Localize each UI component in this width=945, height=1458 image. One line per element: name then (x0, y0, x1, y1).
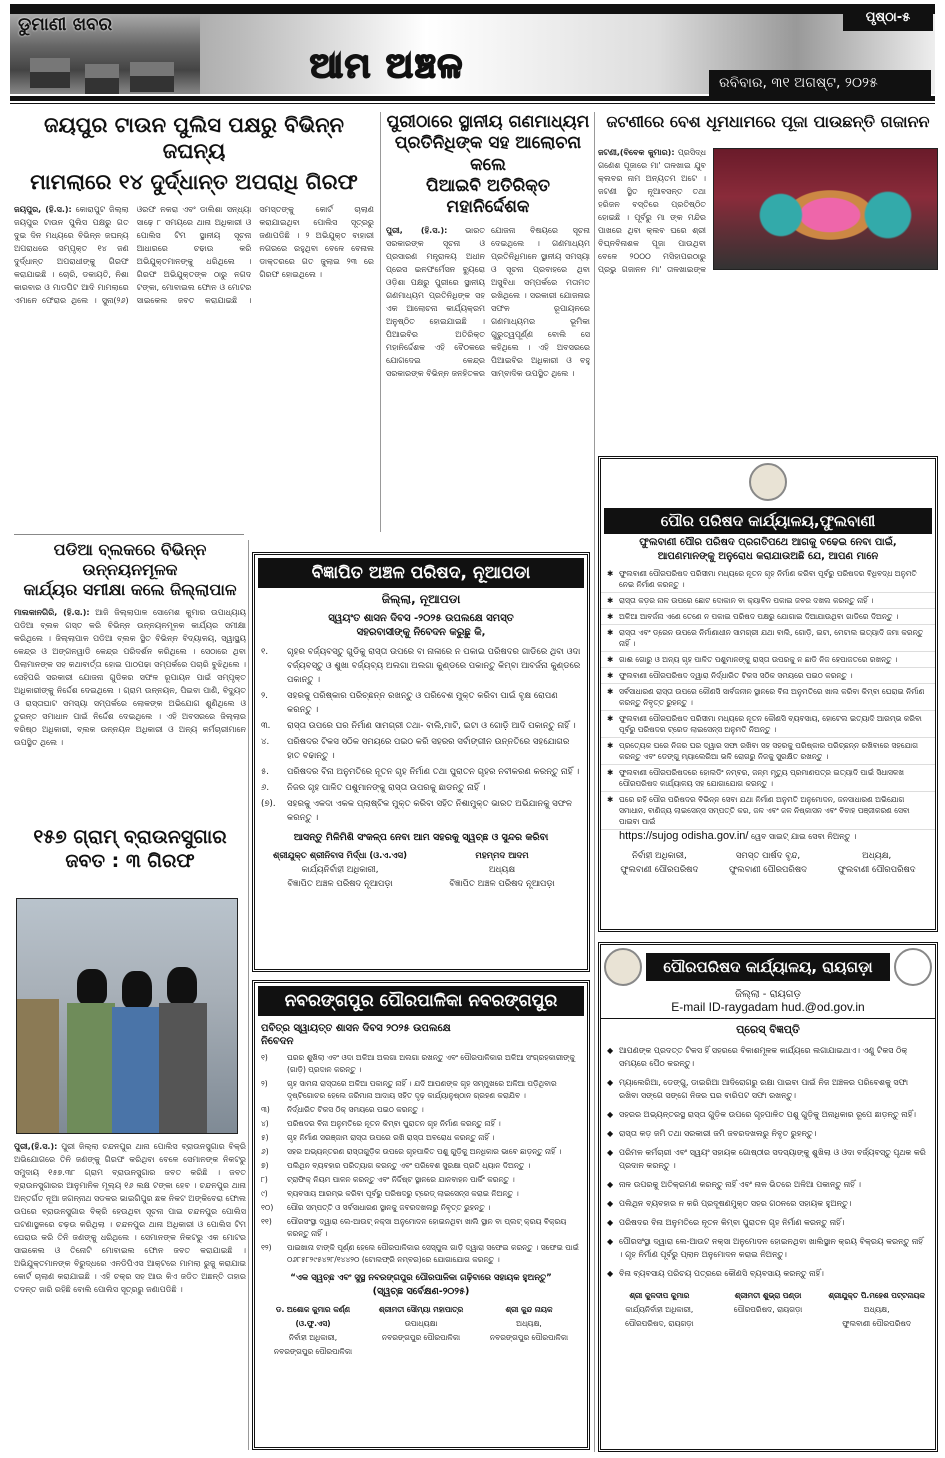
item-text: ଫୁଲବାଣୀ ପୌରପରିଷଦରେ ହୋଲଡିଂ ନମ୍ବର, ଜନ୍ମ ମୃତ୍ୟୁ ପ୍ରମାଣପତ୍ର ଇତ୍ୟାଦି ପାଇଁ ସିଧାସଳଖ ପୌରପରିଷଦ କାର୍ଯ୍ୟାଳୟ ସହ ଯୋଗାଯୋଗ କରନ୍ତୁ । (619, 768, 904, 788)
item-text: ଘରର ଶୁଖିଲା ଏବଂ ଓଦା ଅଳିଆ ଅଲଗା ଅଲଗା ରଖନ୍ତୁ ଏବଂ ପୌରପାଳିକାର ଅଳିଆ ସଂଗ୍ରହକାରୀଙ୍କୁ (ଗାଡ଼ି) ପ୍ରଦାନ କରନ୍ତୁ । (287, 1053, 575, 1074)
article-jaypur (14, 112, 374, 543)
list-item (601, 609, 935, 625)
item-text: ପାଇଖାନା ଟାଙ୍କି ପୂର୍ଣ୍ଣ ହେଲେ ପୌରପାଳିକାର ସେସ୍‌ପୁଲ ଗାଡ଼ି ଦ୍ୱାରା ସଫେଇ କରନ୍ତୁ । ସଫେଇ ପାଇଁ ୦୬୮୫୮୨୯୫୪୨୮/୧୪୪୨୦ (ଟୋଲଫ୍ରି ନମ୍ବର)ରେ ଯୋଗାଯୋଗ କରନ୍ତୁ । (287, 1243, 579, 1264)
signatory (475, 1303, 583, 1359)
column-divider (380, 112, 381, 532)
item-number: ୪. (261, 737, 270, 747)
diamond-bullet-icon: ◆ (607, 1199, 614, 1208)
ad-email: E-mail ID-raygadam hud.@od.gov.in (601, 1000, 935, 1019)
item-text: ପଲିଥିନ ବ୍ୟବହାର ନ କରି ପ୍ରଦୂଷଣମୁକ୍ତ ସହର ଗଠନରେ ସହାୟକ ହୁଅନ୍ତୁ। (619, 1199, 852, 1208)
headline-line: ଜବତ : ୩ ଗିରଫ (65, 849, 195, 872)
signatory-role: ସମସ୍ତ ପାର୍ଷଦ ବୃନ୍ଦ, (735, 851, 801, 861)
headline-line: ପଡିଆ ବ୍ଲକରେ ବିଭିନ୍ନ ଉନ୍ନୟନମୂଳକ (53, 540, 207, 579)
signatory-org: ଫୁଲବାଣୀ ପୌରପରିଷଦ (842, 1319, 912, 1328)
item-text: ରାସ୍ତା ଏବଂ ଡ୍ରେନ ଉପରେ ନିର୍ମାଣାଧୀନ ସାମଗ୍ରୀ ଯଥା ବାଲି, ଗୋଡ଼ି, ଇଟା, ମେଟାଲ ଇତ୍ୟାଦି ଜମା କରନ୍ତୁ ନାହିଁ । (619, 628, 924, 648)
item-text: ରାସ୍ତା କଡ଼ ଜମି ତଥା ସରକାରୀ ଜମି ଜବରଦଖଲରୁ ନିବୃତ ରୁହନ୍ତୁ। (619, 1129, 817, 1138)
headline-line: ପ୍ରତିନିଧିଙ୍କ ସହ ଆଲୋଚନା କଲେ (394, 133, 582, 175)
item-number: ୧୨) (261, 1243, 272, 1252)
signatory (259, 849, 421, 891)
ad-header (601, 945, 935, 989)
item-text: ପରିଷଦର ବିନା ଅନୁମତିରେ ନୂତନ କିମ୍ବା ପୁରାତନ ଗୃହ ନିର୍ମାଣ କରନ୍ତୁ ନାହିଁ । (287, 1119, 501, 1128)
signatory-name: ଶ୍ରୀ କୁନ୍ଦ ନାୟକ (505, 1305, 553, 1314)
item-text: ଟ୍ରାଫିକ୍ ନିୟମ ପାଳନ କରନ୍ତୁ ଏବଂ ନିର୍ଦ୍ଦିଷ୍ଟ ସ୍ଥାନରେ ଯାନବାହନ ପାର୍କିଂ କରନ୍ତୁ । (287, 1175, 515, 1184)
signatory-name: ଶ୍ରୀ କୁଳଦୀପ କୁମାର (629, 1291, 690, 1300)
website-suffix: ୱେବ ସାଇଟ୍ ଯାଇ ସେବା ନିଅନ୍ତୁ । (750, 832, 857, 841)
headline-line: କାର୍ଯ୍ୟର ସମୀକ୍ଷା କଲେ ଜିଲ୍ଲାପାଳ (23, 580, 237, 599)
section-divider (14, 534, 244, 535)
arrested-persons-photo (16, 898, 238, 1134)
list-item (601, 1143, 935, 1175)
item-text: ପୌରସଂସ୍ଥା ଦ୍ୱାରା ଲେ-ଆଉଟ ନକ୍ସା ଅନୁମୋଦନ ହୋଇନଥିବା ଖାଲିସ୍ଥାନ କ୍ରୟ ବିକ୍ରୟ କରନ୍ତୁ ନାହିଁ । ଗୃହ ନିର୍ମାଣ ପୂର୍ବରୁ ପ୍ଲାନ ଅନୁମୋଦନ କରାଇ ନିଅନ୍ତୁ। (619, 1237, 923, 1259)
signatory (822, 849, 931, 877)
diamond-bullet-icon: ◆ (607, 1148, 614, 1157)
section-title: ଆମ ଅଞ୍ଚଳ (310, 46, 465, 86)
list-item (255, 718, 587, 734)
article-body (386, 224, 590, 564)
item-text: ଗୃହ ସାମନା ରାସ୍ତାରେ ଅଳିଆ ପକାନ୍ତୁ ନାହିଁ । ଯଦି ଆପଣଙ୍କ ଗୃହ ସମ୍ମୁଖରେ ଅଳିଆ ପଡ଼ିଥିବାର ଦୃଷ୍ଟିଗୋଚର ହେଲେ ଜରିମାନା ଆଦାୟ ସହିତ ଦୃଢ଼ କାର୍ଯ୍ୟାନୁଷ୍ଠାନ ଗ୍ରହଣ କରାଯିବ । (287, 1079, 557, 1100)
list-item (255, 1187, 587, 1201)
ad-title: ପୌରପରିଷଦ କାର୍ଯ୍ୟାଳୟ, ରାୟଗଡ଼ା (646, 953, 890, 981)
item-text: ଗୃହ ନିର୍ମାଣ ସରଞ୍ଜାମ ରାସ୍ତା ଉପରେ ରଖି ରାସ୍ତା ଅବରୋଧ କରନ୍ତୁ ନାହିଁ । (287, 1133, 495, 1142)
item-number: ୬. (261, 783, 270, 793)
signatory-name: ଶ୍ରୀଯୁକ୍ତ ପି.ମହେଶ ପଟ୍ଟନାୟକ (828, 1291, 925, 1300)
list-item (255, 1077, 587, 1103)
ad-title: ପୌର ପରିଷଦ କାର୍ଯ୍ୟାଳୟ,ଫୁଲବାଣୀ (604, 508, 932, 534)
hooded-person (122, 971, 152, 1009)
headline-line: ପିଆଇବି ଅତିରିକ୍ତ ମହାନିର୍ଦ୍ଦେଶକ (426, 175, 550, 217)
signatory-role: କାର୍ଯ୍ୟନିର୍ବାହୀ ଅଧିକାରୀ, (625, 1305, 694, 1314)
item-text: ବ୍ୟବସାୟ ଆରମ୍ଭ କରିବା ପୂର୍ବରୁ ପରିଷଦରୁ ଟ୍ରେଡ୍ ଲାଇସେନ୍ସ କରାଇ ନିଅନ୍ତୁ । (287, 1189, 519, 1198)
ad-title: ନବରଙ୍ଗପୁର ପୌରପାଳିକା ନବରଙ୍ଗପୁର (258, 986, 584, 1016)
issue-date: ରବିବାର, ୩୧ ଅଗଷ୍ଟ, ୨୦୨୫ (709, 70, 931, 96)
headline-line: ଜୟପୁର ଟାଉନ ପୁଲିସ ପକ୍ଷରୁ ବିଭିନ୍ନ ଜଘନ୍ୟ (43, 113, 345, 164)
signatory (605, 849, 714, 877)
article-body (14, 1140, 246, 1450)
dateline: ଜୟପୁର, (ହି.ସ.): (14, 204, 72, 214)
article-text: ଭାରତ ସରକାରଙ୍କ ସୂଚନା ଓ ପ୍ରସାରଣ ମନ୍ତ୍ରାଳୟ ଅଧୀନ ପ୍ରେସ ଇନଫର୍ମେସନ ବ୍ୟୁରୋ ଓଡ଼ିଶା ପକ୍ଷରୁ ପୁରୀରେ ସ୍ଥାନୀୟ ଗଣମାଧ୍ୟମ ପ୍ରତିନିଧିଙ୍କ ସହ ଏକ ଆଲୋଚନା କାର୍ଯ୍ୟକ୍ରମ ଅନୁଷ୍ଠିତ ହୋଇଯାଇଛି । ପିଆଇବିର ଅତିରିକ୍ତ ମହାନିର୍ଦ୍ଦେଶକ ଏହି ବୈଠକରେ ଯୋଗଦେଇ କେନ୍ଦ୍ର ସରକାରଙ୍କ ବିଭିନ୍ନ ଜନହିତକର ଯୋଜନା ବିଷୟରେ ସୂଚନା ଦେଇଥିଲେ । ଗଣମାଧ୍ୟମ ପ୍ରତିନିଧିମାନେ ସ୍ଥାନୀୟ ସମସ୍ୟା ଓ ସୂଚନା ପ୍ରବାହରେ ଥିବା ଅସୁବିଧା ସମ୍ପର୍କରେ ମତାମତ ରଖିଥିଲେ । ସରକାରୀ ଯୋଜନାର ସଫଳ ରୂପାୟନରେ ଗଣମାଧ୍ୟମର ଭୂମିକା ଗୁରୁତ୍ୱପୂର୍ଣ୍ଣ ବୋଲି ସେ କହିଥିଲେ । ଏହି ଅବସରରେ ପିଆଇବିର ଅଧିକାରୀ ଓ ବହୁ ସାମ୍ବାଦିକ ଉପସ୍ଥିତ ଥିଲେ । (386, 226, 590, 379)
item-number: ୧) (261, 1053, 268, 1062)
list-item (255, 764, 587, 780)
item-number: ୫. (261, 767, 270, 777)
signatory-org: ବିଜ୍ଞାପିତ ଅଞ୍ଚଳ ପରିଷଦ ନୂଆପଡ଼ା (287, 879, 393, 889)
diamond-bullet-icon: ◆ (607, 1218, 614, 1227)
article-brownsugar (14, 826, 246, 874)
asterisk-bullet-icon: ✱ (607, 714, 614, 723)
list-item (601, 1213, 935, 1232)
ad-district: ଜିଲ୍ଲା - ରାୟଗଡ଼ (735, 989, 801, 1000)
list-item (601, 738, 935, 765)
asterisk-bullet-icon: ✱ (607, 768, 614, 777)
masthead-rule (10, 96, 935, 101)
list-item (601, 1232, 935, 1264)
hut-shape (30, 58, 70, 88)
signatory-role: ଅଧ୍ୟକ୍ଷ, (516, 1319, 542, 1328)
list-item (601, 625, 935, 652)
signatory-name: ମହମ୍ମଦ ଆଦମ (475, 851, 529, 861)
police-officer (17, 999, 59, 1134)
signatory-name: ଶ୍ରୀଯୁକ୍ତ ଶ୍ରୀନିବାସ ମିର୍ଦ୍ଧା (ଓ.ଏ.ଏସ) (273, 851, 407, 861)
item-number: ୨. (261, 691, 268, 701)
headline-line: ୧୫୭ ଗ୍ରାମ୍ ବ୍ରାଉନସୁଗାର (33, 826, 227, 848)
article-text: ଆଜି ଜିଲ୍ଲାପାଳ ସୋମେଶ କୁମାର ଉପାଧ୍ୟାୟ ପଡିଆ ବ୍ଲକ ଗସ୍ତ କରି ବିଭିନ୍ନ ଉନ୍ନୟନମୂଳକ କାର୍ଯ୍ୟର ସମୀକ୍ଷା କରିଥିଲେ । ଜିଲ୍ଲାପାଳ ପଡିଆ ବ୍ଲକ ସ୍ଥିତ ବିଭିନ୍ନ ବିଦ୍ୟାଳୟ, ସ୍ୱାସ୍ଥ୍ୟ କେନ୍ଦ୍ର ଓ ଅଙ୍ଗନୱାଡି କେନ୍ଦ୍ର ପରିଦର୍ଶନ କରିଥିଲେ । ସେଠାରେ ଥିବା ପିଲାମାନଙ୍କ ସହ କଥାବାର୍ତ୍ତା ହୋଇ ପାଠପଢା ସମ୍ପର୍କରେ ପଚାରି ବୁଝିଥିଲେ । ସେହିପରି ସରକାରୀ ଯୋଜନା ଗୁଡିକର ସଫଳ ରୂପାୟନ ପାଇଁ ସମ୍ପୃକ୍ତ ଅଧିକାରୀଙ୍କୁ ନିର୍ଦ୍ଦେଶ ଦେଇଥିଲେ । ଗ୍ରାମ ଉନ୍ନୟନ, ପିଇବା ପାଣି, ବିଦ୍ୟୁତ ଓ ରାସ୍ତାଘାଟ ସମସ୍ୟା ସମ୍ପର୍କରେ ଲୋକଙ୍କ ଅଭିଯୋଗ ଶୁଣିଥିଲେ ଓ ତୁରନ୍ତ ସମାଧାନ ପାଇଁ ନିର୍ଦ୍ଦେଶ ଦେଇଥିଲେ । ଏହି ଅବସରରେ ଜିଲ୍ଲାର ବରିଷ୍ଠ ଅଧିକାରୀ, ବ୍ଲକ ଉନ୍ନୟନ ଅଧିକାରୀ ଓ ଅନ୍ୟ କର୍ମଚାରୀମାନେ ଉପସ୍ଥିତ ଥିଲେ । (14, 608, 246, 747)
ad-logo (601, 463, 935, 505)
masthead (0, 0, 945, 104)
signatory (605, 1289, 714, 1331)
ad-subtitle: ପ୍ରେସ୍ ବିଜ୍ଞପ୍ତି (736, 1023, 800, 1036)
list-item (601, 1105, 935, 1124)
column-divider (594, 112, 595, 1452)
signatory (714, 849, 823, 877)
signatory (259, 1303, 367, 1359)
signatory-name: ଡ. ଅଶୋକ କୁମାର କର୍ଣ୍ଣ (ଓ.ଫୁ.ଏସ) (275, 1305, 351, 1328)
odisha-emblem-icon (894, 948, 932, 986)
item-text: ସହରକୁ ପରିଷ୍କାର ପରିଚ୍ଛନ୍ନ ରଖନ୍ତୁ ଓ ପରିବେଶ ମୁକ୍ତ କରିବା ପାଇଁ ବୃକ୍ଷ ରୋପଣ କରନ୍ତୁ । (287, 691, 558, 715)
list-item (255, 1173, 587, 1187)
list-item (601, 684, 935, 711)
signatory-name: ଶ୍ରୀମତୀ ଶୁଭ୍ରା ପଣ୍ଡା (734, 1291, 802, 1300)
asterisk-bullet-icon: ✱ (607, 687, 614, 696)
list-item (255, 1131, 587, 1145)
dateline: ପୁରୀ, (ହି.ସ.): (386, 226, 448, 236)
item-text: ରାସ୍ତା ଉପରେ ଘର ନିର୍ମାଣ ସାମଗ୍ରୀ ତଥା- ବାଲି,ମାଟି, ଇଟା ଓ ଗୋଡ଼ି ଆଦି ପକାନ୍ତୁ ନାହିଁ । (287, 721, 576, 731)
signatory-role: ଅଧ୍ୟକ୍ଷ, (862, 851, 892, 861)
item-number: ୨) (261, 1079, 268, 1088)
item-text: ଗୃହର ବର୍ଜ୍ୟବସ୍ତୁ ଗୁଡିକୁ ରାସ୍ତା ଉପରେ ବା ନାଳାରେ ନ ପକାଇ ପରିଷଦର ଗାଡିରେ ଥିବା ଓଦା ବର୍ଜ୍ୟବସ୍ତୁ ଓ ଶୁଖା ବର୍ଜ୍ୟବ୍ୟ ଅଲଗା ଅଲଗା କୁଣ୍ଡରେ ପକାନ୍ତୁ କିମ୍ବା ଆବର୍ଜନା କୁଣ୍ଡରେ ପକାନ୍ତୁ । (287, 647, 581, 685)
diamond-bullet-icon: ◆ (607, 1237, 614, 1246)
item-text: ଅଳିଆ ଆବର୍ଜନା ଏଣେ ତେଣେ ନ ପକାଇ ପରିଷଦ ପକ୍ଷରୁ ଯୋଗାଇ ଦିଆଯାଉଥିବା ଗାଡିରେ ଦିଅନ୍ତୁ । (619, 612, 899, 621)
ad-slogan-sub: (ସ୍ୱଚ୍ଛ ସର୍ବେକ୍ଷଣ-୨୦୨୫) (372, 1286, 470, 1297)
item-text: ପରିଷଦର ବିନା ଅନୁମତିରେ ନୂତନ କିମ୍ବା ପୁରାତନ ଗୃହ ନିର୍ମାଣ କରନ୍ତୁ ନାହିଁ। (619, 1218, 845, 1227)
ad-instruction-list (255, 644, 587, 826)
list-item (601, 1073, 935, 1105)
list-item (601, 792, 935, 830)
page-number: ପୃଷ୍ଠା-୫ (843, 5, 933, 31)
asterisk-bullet-icon: ✱ (607, 628, 614, 637)
signatory-role: ନିର୍ବାହୀ ଅଧିକାରୀ, (288, 1333, 338, 1342)
signatory-role: ଅଧ୍ୟକ୍ଷ, (863, 1305, 890, 1314)
item-text: ପରିଷଦର ଟିକସ ସଠିକ ସମୟରେ ପଇଠ କରି ସହରର ସର୍ବାଙ୍ଗୀନ ଉନ୍ନତିରେ ସହଯୋଗର ହାତ ବଢାନ୍ତୁ । (287, 737, 570, 761)
diamond-bullet-icon: ◆ (607, 1046, 614, 1055)
asterisk-bullet-icon: ✱ (607, 795, 614, 804)
item-text: ପ୍ରତ୍ୟେକ ଘରେ ନିଜର ଘର ଦ୍ୱାର ସଫା ରଖିବା ସହ ସହରକୁ ପରିଷ୍କାର ପରିଚ୍ଛନ୍ନ ରଖିବାରେ ସହଯୋଗ କରନ୍ତୁ ଏବଂ ଡେଙ୍ଗୁ ମ୍ୟାଲେରିଆ ଭଳି ରୋଗରୁ ନିଜକୁ ସୁରକ୍ଷିତ ରଖନ୍ତୁ । (619, 741, 919, 761)
signatory-role: ଉପାଧ୍ୟକ୍ଷା (404, 1319, 438, 1328)
ad-slogan: ଆସନ୍ତୁ ମିଳିମିଶି ସଂକଳ୍ପ ନେବା ଆମ ସହରକୁ ସ୍ୱଚ୍ଛ ଓ ସୁନ୍ଦର କରିବା (293, 832, 549, 843)
hooded-person-body (67, 1003, 115, 1134)
hooded-person (167, 967, 197, 1005)
item-number: ୫) (261, 1133, 269, 1142)
signatory (714, 1289, 823, 1331)
ad-rayagada-municipality (598, 942, 938, 1452)
list-item (601, 566, 935, 593)
signatory (367, 1303, 475, 1359)
list-item (255, 796, 587, 826)
item-text: ଗାଈ ଗୋରୁ ଓ ଅନ୍ୟ ଗୃହ ପାଳିତ ପଶୁମାନଙ୍କୁ ରାସ୍ତା ଉପରକୁ ନ ଛାଡି ନିଜ ହେପାଜତରେ ରଖନ୍ତୁ । (619, 655, 898, 664)
item-number: ୧୧) (261, 1217, 272, 1226)
signatory-org: ନବରଙ୍ଗପୁର ପୌରପାଳିକା (381, 1333, 461, 1342)
hooded-person-body (159, 1003, 207, 1134)
item-text: ଘରେ ରହି ପୌର ପରିଷଦର ବିଭିନ୍ନ ସେବା ଯଥା ନିର୍ମାଣ ଅନୁମତି ଅନୁମୋଦନ, ଜନସାଧାରଣ ଅଭିଯୋଗ ସମାଧାନ, ବାଣିଜ୍ୟ ଲାଇସେନ୍ସ ସମ୍ପତ୍ତି କର, ଜଳ ଏବଂ ଜଳ ନିଷ୍କାସନ ଏବଂ ବିବାହ ପଞ୍ଜୀକରଣ ସେବା ପାଇବା ପାଇଁ (619, 795, 910, 826)
asterisk-bullet-icon: ✱ (607, 655, 614, 664)
column-divider (248, 540, 249, 1450)
list-item (601, 668, 935, 684)
ad-intro: ଆପଣମାନଙ୍କୁ ଅନୁରୋଧ କରାଯାଉଅଛି ଯେ, ଆପଣ ମାନେ (657, 551, 879, 562)
ad-signatories (601, 1283, 935, 1337)
list-item (601, 1264, 935, 1283)
signatory-name: ଶ୍ରୀମତୀ ସୌମ୍ୟା ମହାପାତ୍ର (378, 1305, 464, 1314)
item-number: ୯) (261, 1189, 268, 1198)
signatory-org: ଫୁଲବାଣୀ ପୌରପରିଷଦ (837, 865, 916, 875)
article-padia-block (14, 540, 246, 832)
ad-slogan: “ଏକ ସ୍ୱଚ୍ଛ ଏବଂ ସୁସ୍ଥ ନବରଙ୍ଗପୁର ପୌରପାଳିକା ଗଢ଼ିବାରେ ସହାୟକ ହୁଅନ୍ତୁ” (290, 1273, 552, 1283)
item-text: ନିଜର ଗୃହ ପାଳିତ ପଶୁମାନଙ୍କୁ ରାସ୍ତା ଉପରକୁ ଛାଡନ୍ତୁ ନାହିଁ । (287, 783, 486, 793)
hut-shape (85, 64, 119, 94)
article-text: ପ୍ରସିଦ୍ଧ ଗଣେଶ ପୂଜାରେ ମା' ତାଳଖାଇ ଯୁବ କ୍ଲବର ନାମ ଅନ୍ୟତମ ଅଟେ । ଜଟଣୀ ସ୍ଥିତ ନୂଆବସନ୍ତ ତଥା ହରିଜନ ବସ୍ତିରେ ପ୍ରତିଷ୍ଠିତ ହୋଇଛି । ପୂର୍ବରୁ ମା ଙ୍କ ମନ୍ଦିର ପାଖରେ ଥିବା କ୍ଲବ ଘରେ ଶ୍ରୀ ବିଘ୍ନବିନାଶକ ପୂଜା ପାଉଥିବା ବେଳେ ୨୦୦୦ ମସିହାପରଠାରୁ ପ୍ରଭୁ ଗଜାନନ ମା' ତାଳଖାଇଙ୍କ (598, 148, 706, 274)
rayagada-logo-icon (604, 948, 642, 986)
article-text: କୋରାପୁଟ ଜିଲ୍ଲା ଜୟପୁର ଟାଉନ ପୁଲିସ ପକ୍ଷରୁ ଗତ ଦୁଇ ଦିନ ମଧ୍ୟରେ ବିଭିନ୍ନ ଜଘନ୍ୟ ଅପରାଧରେ ସମ୍ପୃକ୍ତ ୧୪ ଜଣ ଦୁର୍ଦ୍ଧାନ୍ତ ଅପରାଧୀଙ୍କୁ ଗିରଫ କରାଯାଇଛି । ଚୋରି, ଡକାୟତି, ନିଶା କାରବାର ଓ ମାଡପିଟ ଆଦି ମାମଲାରେ ଏମାନେ ଫେରାର ଥିଲେ । ସୁନା(୨୬) ଓରଫ ନକରା ଏବଂ ଡାଲିଶା ସନ୍ଧ୍ୟା ସାଢ଼େ ୮ ସମୟରେ ଥାନା ଅଧିକାରୀ ଓ ପୋଲିସ ଟିମ ସ୍ଥାନୀୟ ସୂଚନା ଆଧାରରେ ଚଢାଉ କରି ଅଭିଯୁକ୍ତମାନଙ୍କୁ ଧରିଥିଲେ । ଗିରଫ ଅଭିଯୁକ୍ତଙ୍କ ଠାରୁ ନଗଦ ଟଙ୍କା, ମୋବାଇଲ ଫୋନ ଓ ମୋଟର ସାଇକେଲ ଜବତ କରାଯାଇଛି । ସମସ୍ତଙ୍କୁ କୋର୍ଟ ଚାଲାଣ କରାଯାଇଥିବା ପୋଲିସ ସୂତ୍ରରୁ ଜଣାପଡିଛି । ୨ ଅଭିଯୁକ୍ତ ବାହାରୀ ନଗରରେ ରହୁଥିବା ବେଳେ ବେନାଲ ଡାକ୍ତରରେ ଗତ ଜୁଲାଇ ୨୩ ରେ ଗିରଫ ହୋଇଥିଲେ । (14, 204, 374, 305)
hooded-person-body (112, 1007, 162, 1134)
list-item (601, 711, 935, 738)
item-text: ପୌର ସମ୍ପତ୍ତି ଓ ସର୍ବସାଧାରଣ ସ୍ଥାନକୁ ଜବରଦଖଲରୁ ନିବୃତ୍ତ ରୁହନ୍ତୁ । (287, 1203, 491, 1212)
item-number: ୬) (261, 1147, 269, 1156)
ad-subintro: ନିବେଦନ (261, 1036, 294, 1047)
ad-signatories (255, 843, 587, 897)
masthead-rule-thin (10, 103, 935, 104)
item-text: ଫୁଲବାଣୀ ପୌରପରିଷଦ ପରିସୀମା ମଧ୍ୟରେ ନୂତନ କୌଣସି ବ୍ୟବସାୟ, ହୋଟେଲ ଇତ୍ୟାଦି ଆରମ୍ଭ କରିବା ପୂର୍ବରୁ ପରିଷଦର ଟ୍ରେଡ ଲାଇସେନ୍ସ ଅନୁମତି ନିଅନ୍ତୁ । (619, 714, 922, 734)
ad-instruction-list (601, 566, 935, 830)
ad-instruction-list (601, 1041, 935, 1283)
signatory (822, 1289, 931, 1331)
article-body (14, 606, 246, 832)
ad-intro: ସହରବାସୀଙ୍କୁ ନିବେଦନ କରୁଛୁ କି, (356, 627, 486, 638)
item-text: ରାସ୍ତା କଡ଼ର ନାଳ ଉପରେ ଛୋଟ ଦୋକାନ ବା କ୍ୟାବିନ ପକାଇ ଜବର ଦଖଲ କରନ୍ତୁ ନାହିଁ । (619, 596, 874, 605)
signatory-org: ନବରଙ୍ଗପୁର ପୌରପାଳିକା (273, 1347, 353, 1356)
list-item (255, 780, 587, 796)
signatory-role: ଅଧ୍ୟକ୍ଷ (488, 865, 516, 875)
phulbani-seal-icon (749, 463, 787, 501)
article-body-beside-photo (598, 146, 706, 274)
ad-intro: ଫୁଲବାଣୀ ପୌର ପରିଷଦ ପ୍ରଗତିପଥେ ଆଗକୁ ବଢେଇ ନେବା ପାଇଁ, (639, 537, 897, 548)
headline: ଜଟଣୀରେ ବେଶ ଧୂମଧାମରେ ପୂଜା ପାଉଛନ୍ତି ଗଜାନନ (606, 112, 930, 131)
newspaper-name: ଡୁମାଣୀ ଖବର (18, 14, 113, 35)
signatory-org: ଫୁଲବାଣୀ ପୌରପରିଷଦ (729, 865, 807, 875)
item-number: ୩) (261, 1105, 270, 1114)
diamond-bullet-icon: ◆ (607, 1078, 614, 1087)
website-link[interactable]: https://sujog odisha.gov.in/ (619, 830, 749, 842)
list-item (255, 1103, 587, 1117)
item-text: ସହରକୁ ଏକଦା ଏକକ ପ୍ଲାଷ୍ଟିକ ମୁକ୍ତ କରିବା ସହିତ ନିଶାମୁକ୍ତ ଭାରତ ଅଭିଯାନକୁ ସଫଳ କରନ୍ତୁ । (287, 799, 573, 823)
article-text: ପୁରୀ ଜିଲ୍ଲା ଚନ୍ଦନପୁର ଥାନା ପୋଲିସ ବ୍ରାଉନସୁଗାର ବିକ୍ରି ଅଭିଯୋଗରେ ତିନି ଜଣଙ୍କୁ ଗିରଫ କରିଥିବା ବେଳେ ସେମାନଙ୍କ ନିକଟରୁ ସମୁଦାୟ ୧୫୭.୩୮ ଗ୍ରାମ ବ୍ରାଉନସୁଗାର ଜବତ କରିଛି । ଜବତ ବ୍ରାଉନସୁଗାରର ଆନୁମାନିକ ମୂଲ୍ୟ ୧୬ ଲକ୍ଷ ଟଙ୍କା ହେବ । ଚନ୍ଦନପୁର ଥାନା ଅନ୍ତର୍ଗତ ନୂଆ ଜଗନ୍ନାଥ ସଡକର ଭାଇଗିପୁର ଛକ ନିକଟ ଅଙ୍କିବେରା ଫୋଲ ଉପରେ ବ୍ରାଉନସୁଗାର ବିକ୍ରି ହେଉଥିବା ସୂଚନା ପାଇ ଚନ୍ଦନପୁର ପୋଲିସ ଘଟଣାସ୍ଥଳରେ ଚଢ଼ଉ କରିଥିଲା । ଚନ୍ଦନପୁର ଥାନା ଅଧିକାରୀ ଓ ପୋଲିସ ଟିମ ଘେରାଉ କରି ତିନି ଜଣଙ୍କୁ ଧରିଥିଲେ । ସେମାନଙ୍କ ନିକଟରୁ ଏକ ମୋଟର ସାଇକେଲ ଓ ତିନୋଟି ମୋବାଇଲ ଫୋନ ଜବତ କରାଯାଇଛି । ଅଭିଯୁକ୍ତମାନଙ୍କ ବିରୁଦ୍ଧରେ ଏନଡିପିଏସ ଆକ୍ଟରେ ମାମଲା ରୁଜୁ କରାଯାଇ କୋର୍ଟ ଚାଲାଣ କରାଯାଇଛି । ଏହି ଚକ୍ର ସହ ଆଉ କିଏ ଜଡିତ ଅଛନ୍ତି ତାହାର ତଦନ୍ତ ଜାରି ରହିଛି ବୋଲି ପୋଲିସ ସୂତ୍ରରୁ ଜଣାପଡିଛି । (14, 1142, 246, 1294)
item-text: ସହର ଅଭ୍ୟନ୍ତରଣ ରାସ୍ତାଗୁଡ଼ିକ ଉପରେ ଗୃହପାଳିତ ପଶୁ ଗୁଡ଼ିକୁ ଅନଧିକାର ଭାବେ ଛାଡ଼ନ୍ତୁ ନାହିଁ । (287, 1147, 562, 1156)
diamond-bullet-icon: ◆ (607, 1269, 614, 1278)
item-text: ପରିମଳ କର୍ମଚାରୀ ଏବଂ ସ୍ୱୟଂ ସହାୟକ ଗୋଷ୍ଠୀର ସଦସ୍ୟାଙ୍କୁ ଶୁଖିଲା ଓ ଓଦା ବର୍ଜ୍ୟବସ୍ତୁ ପୃଥକ କରି ପ୍ରଦାନ କରନ୍ତୁ । (619, 1148, 926, 1170)
dateline: ମାଲକାନଗିରି, (ହି.ସ.): (14, 608, 90, 617)
ad-district: ଜିଲ୍ଲା, ନୂଆପଡା (381, 592, 461, 606)
hut-shape (130, 62, 174, 92)
list-item (255, 1051, 587, 1077)
list-item (601, 765, 935, 792)
list-item (601, 1124, 935, 1143)
item-text: ପରିଷଦର ବିନା ଅନୁମତିରେ ନୂତନ ଗୃହ ନିର୍ମାଣ ତଥା ପୁରାତନ ଗୃହର ନବୀକରଣ କରନ୍ତୁ ନାହିଁ । (287, 767, 580, 777)
list-item (255, 1201, 587, 1215)
ad-intro: ପବିତ୍ର ସ୍ୱାୟତ୍ତ ଶାସନ ଦିବସ ୨୦୨୫ ଉପଲକ୍ଷେ (261, 1023, 451, 1034)
dateline: ଜଟଣୀ,(ବିବେକ କୁମାର): (598, 148, 675, 157)
list-item (601, 1194, 935, 1213)
item-number: ୧. (261, 647, 269, 657)
article-ganesh-puja (598, 112, 938, 452)
signatory-role: ପୌରପରିଷଦ, ରାୟଗଡ଼ା (733, 1305, 803, 1314)
article-body (14, 203, 374, 543)
ad-signatories (255, 1297, 587, 1365)
ad-phulbani-municipality (598, 456, 938, 932)
list-item (601, 1175, 935, 1194)
ad-title: ବିଜ୍ଞାପିତ ଅଞ୍ଚଳ ପରିଷଦ, ନୂଆପଡା (258, 558, 584, 588)
signatory-org: ଫୁଲବାଣୀ ପୌରପରିଷଦ (620, 865, 699, 875)
item-text: ସହରର ଅଭ୍ୟନ୍ତରସ୍ଥ ରାସ୍ତା ଗୁଡ଼ିକ ଉପରେ ଗୃହପାଳିତ ପଶୁ ଗୁଡ଼ିକୁ ଅନାଧିକାର ରୂପେ ଛାଡ଼ନ୍ତୁ ନାହିଁ। (619, 1110, 916, 1119)
diamond-bullet-icon: ◆ (607, 1129, 614, 1138)
headline-line: ପୁରୀଠାରେ ସ୍ଥାନୀୟ ଗଣମାଧ୍ୟମ (386, 112, 590, 132)
item-number: ୭) (261, 1161, 269, 1170)
signatory-role: ନିର୍ବାହୀ ଅଧିକାରୀ, (631, 851, 687, 861)
hooded-person (77, 969, 107, 1005)
asterisk-bullet-icon: ✱ (607, 569, 614, 578)
item-number: (୭). (261, 799, 276, 809)
list-item (255, 734, 587, 764)
signatory-org: ନବରଙ୍ଗପୁର ପୌରପାଳିକା (489, 1333, 569, 1342)
item-text: ଫୁଲବାଣୀ ପୌରପରିଷଦ ଦ୍ୱାରା ନିର୍ଦ୍ଧାରିତ ଟିକସ ସଠିକ ସମୟରେ ପଇଠ କରନ୍ତୁ । (619, 671, 853, 680)
list-item (601, 593, 935, 609)
signatory-role: କାର୍ଯ୍ୟନିର୍ବାହୀ ଅଧିକାରୀ, (301, 865, 379, 875)
item-number: ୮) (261, 1175, 268, 1184)
diamond-bullet-icon: ◆ (607, 1110, 614, 1119)
item-number: ୩. (261, 721, 271, 731)
item-number: ୪) (261, 1119, 269, 1128)
list-item (255, 1159, 587, 1173)
list-item (255, 1215, 587, 1241)
item-number: ୧୦) (261, 1203, 274, 1212)
item-text: ନାଳ ଉପରକୁ ଅତିକ୍ରମଣ କରନ୍ତୁ ନାହିଁ ଏବଂ ନାଳ ଭିତରେ ଅଳିଆ ପକାନ୍ତୁ ନାହିଁ । (619, 1180, 861, 1189)
list-item (255, 644, 587, 688)
list-item (255, 688, 587, 718)
list-item (601, 1041, 935, 1073)
list-item (255, 1145, 587, 1159)
item-text: ପୌରସଂସ୍ଥା ଦ୍ୱାରା ଲେ-ଆଉଟ୍ ନକ୍ସା ଅନୁମୋଦନ ହୋଇନଥିବା ଖାଲି ସ୍ଥାନ ବା ପ୍ଲଟ୍ କ୍ରୟ ବିକ୍ରୟ କରନ୍ତୁ ନାହିଁ । (287, 1217, 567, 1238)
ad-nuapada-nac (252, 552, 590, 972)
list-item (255, 1117, 587, 1131)
diamond-bullet-icon: ◆ (607, 1180, 614, 1189)
asterisk-bullet-icon: ✱ (607, 671, 614, 680)
item-text: ବିନା ବ୍ୟବସାୟ ପରିଚୟ ପତ୍ରରେ କୌଣସି ବ୍ୟବସାୟ କରନ୍ତୁ ନାହିଁ। (619, 1269, 824, 1278)
item-text: ନିର୍ଦ୍ଧାରିତ ଟିକସ ଠିକ୍ ସମୟରେ ପଇଠ କରନ୍ତୁ । (287, 1105, 424, 1114)
ad-website-line (601, 830, 935, 843)
article-puri-media (386, 112, 590, 564)
asterisk-bullet-icon: ✱ (607, 612, 614, 621)
asterisk-bullet-icon: ✱ (607, 741, 614, 750)
ganesh-idol-photo (713, 148, 938, 270)
dateline: ପୁରୀ,(ହି.ସ.): (14, 1142, 58, 1151)
item-text: ପଲିଥିନ ବ୍ୟବହାର ପରିତ୍ୟାଗ କରନ୍ତୁ ଏବଂ ପରିବେଶ ସୁରକ୍ଷା ପ୍ରତି ଧ୍ୟାନ ଦିଅନ୍ତୁ । (287, 1161, 531, 1170)
headline-line: ମାମଲାରେ ୧୪ ଦୁର୍ଦ୍ଧାନ୍ତ ଅପରାଧି ଗିରଫ (30, 169, 358, 194)
signatory-org: ବିଜ୍ଞାପିତ ଅଞ୍ଚଳ ପରିଷଦ ନୂଆପଡ଼ା (449, 879, 555, 889)
item-text: ମ୍ୟାଲେରିଆ, ଡେଙ୍ଗୁ, ଡାଇରିଆ ଆଦିରୋଗରୁ ରକ୍ଷା ପାଇବା ପାଇଁ ନିଜ ଅଞ୍ଚଳର ପରିବେଶକୁ ସଫା ରଖିବା ସଙ୍ଗେ ସଙ୍ଗେ ନିଜର ଘର ବାରିପଟ ସଫା ରଖନ୍ତୁ। (619, 1078, 909, 1100)
ad-instruction-list (255, 1051, 587, 1267)
ad-nabarangpur-municipality (252, 980, 590, 1450)
item-text: ଆପଣଙ୍କ ପ୍ରଦତ୍ତ ଟିକସ ହିଁ ସହରରେ ବିକାଶମୂଳକ କାର୍ଯ୍ୟରେ ଲଗାଯାଇଥାଏ। ଏଣୁ ଟିକସ ଠିକ୍ ସମୟରେ ପୈଠ କରନ୍ତୁ। (619, 1046, 908, 1068)
ad-intro: ସ୍ୱୟଂତ ଶାସନ ଦିବସ -୨୦୨୫ ଉପଲକ୍ଷେ ସମସ୍ତ (328, 613, 514, 624)
signatory (421, 849, 583, 891)
item-text: ସର୍ବସାଧାରଣ ରାସ୍ତା ଉପରେ କୌଣସି ସାର୍ବଜନୀନ ସ୍ଥାନରେ ବିନା ଅନୁମତିରେ ଖାଲ କରିବା କିମ୍ବା ଘେରାଇ ନିର୍ମାଣ କରନ୍ତୁ ନିବୃତ୍ତ ରୁହନ୍ତୁ । (619, 687, 925, 707)
ad-signatories (601, 843, 935, 883)
signatory-org: ପୌରପରିଷଦ, ରାୟଗଡ଼ା (625, 1319, 694, 1328)
list-item (255, 1241, 587, 1267)
list-item (601, 652, 935, 668)
asterisk-bullet-icon: ✱ (607, 596, 614, 605)
item-text: ଫୁଲବାଣୀ ପୌରପରିଷଦ ପରିସୀମା ମଧ୍ୟରେ ନୂତନ ଗୃହ ନିର୍ମାଣ କରିବା ପୂର୍ବରୁ ପରିଷଦର ବିଧିବଦ୍ଧ ଅନୁମତି ନେଇ ନିର୍ମାଣ କରନ୍ତୁ । (619, 569, 917, 589)
